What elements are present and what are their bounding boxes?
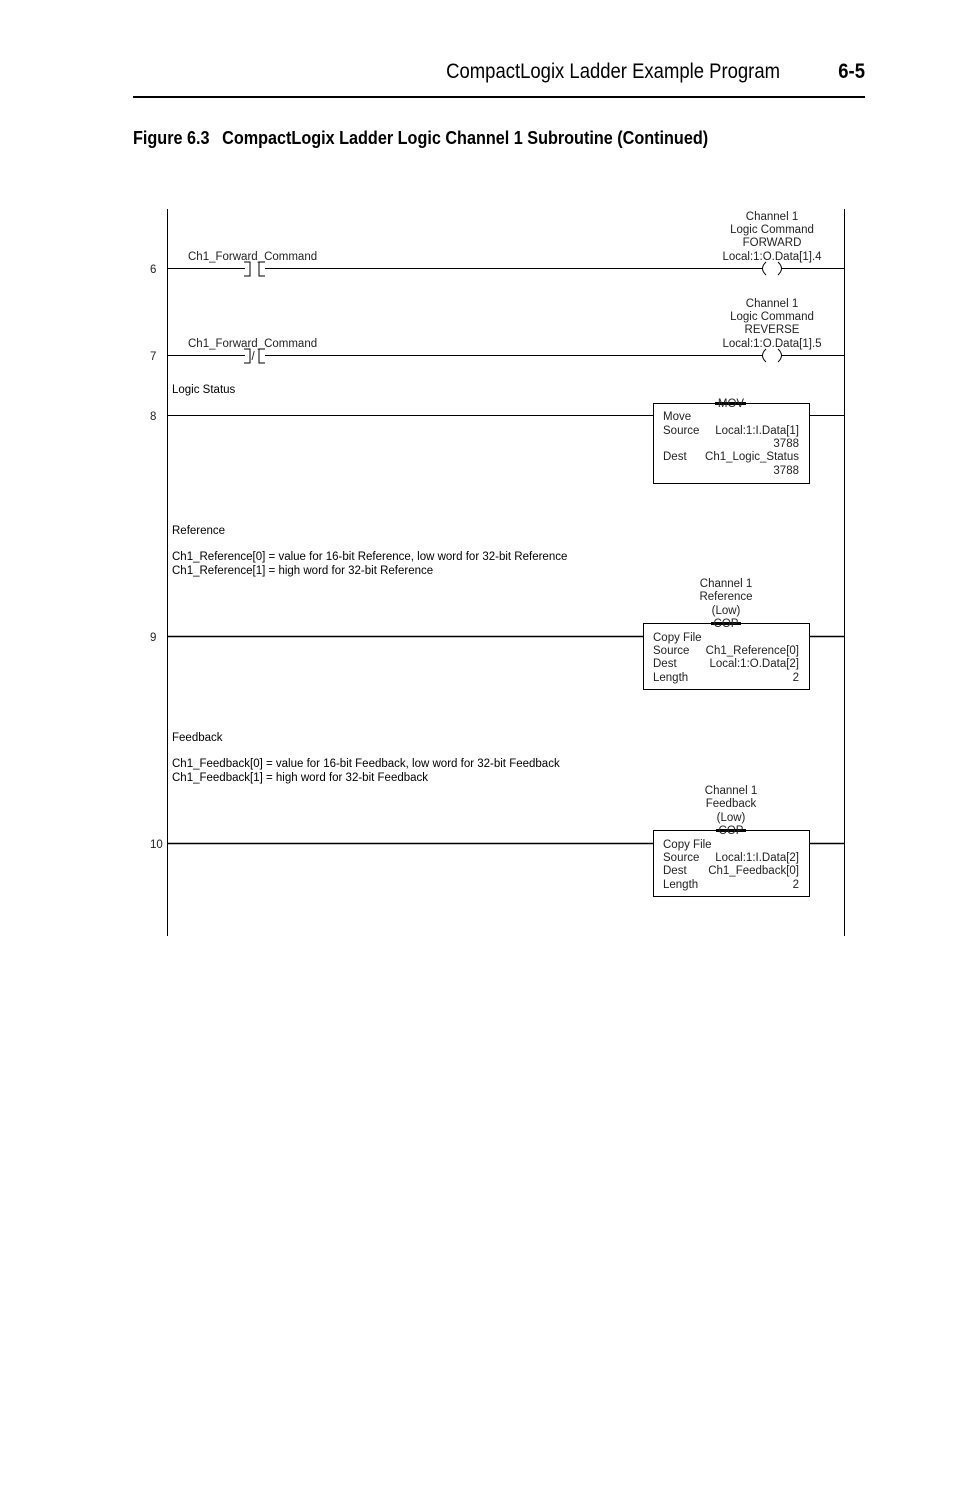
contact-tag: Ch1_Forward_Command [188, 338, 318, 350]
block-desc: Channel 1 [699, 578, 753, 590]
rung-10 [150, 732, 844, 897]
coil-desc: FORWARD [742, 237, 802, 249]
output-coil-icon [763, 262, 782, 275]
block-desc: Channel 1 [704, 785, 758, 797]
block-name: Copy File [663, 839, 712, 851]
dest-tag: Local:1:O.Data[2] [709, 658, 799, 670]
rung-number: 8 [150, 411, 157, 423]
dest-tag: Ch1_Logic_Status [705, 451, 799, 463]
source-label: Source [653, 645, 690, 657]
rung-comment: Logic Status [172, 384, 236, 396]
source-tag: Ch1_Reference[0] [705, 645, 799, 657]
coil-desc: REVERSE [744, 324, 800, 336]
block-name: Move [663, 411, 692, 423]
coil-desc: Logic Command [730, 224, 814, 236]
rung-9 [150, 525, 844, 690]
block-desc: (Low) [711, 605, 741, 617]
rung-comment-line: Ch1_Reference[0] = value for 16-bit Reference, low word for 32-bit Reference [172, 551, 568, 563]
coil-tag: Local:1:O.Data[1].5 [722, 338, 822, 350]
block-type: COP [718, 825, 744, 837]
dest-label: Dest [663, 451, 687, 463]
coil-desc: Channel 1 [745, 211, 799, 223]
source-value: 3788 [773, 438, 799, 450]
rung-comment: Reference [172, 525, 226, 537]
block-desc: Reference [699, 591, 753, 603]
length-value: 2 [792, 672, 799, 684]
length-label: Length [663, 879, 699, 891]
dest-label: Dest [663, 865, 687, 877]
rung-number: 6 [150, 264, 157, 276]
block-name: Copy File [653, 632, 702, 644]
rung-8 [150, 384, 844, 484]
rung-7 [150, 298, 844, 363]
rung-6 [150, 211, 844, 276]
source-label: Source [663, 852, 700, 864]
rung-number: 7 [150, 351, 157, 363]
dest-tag: Ch1_Feedback[0] [708, 865, 799, 877]
block-desc: (Low) [716, 812, 746, 824]
block-type: COP [713, 618, 739, 630]
xio-contact-icon [244, 349, 265, 363]
length-value: 2 [792, 879, 799, 891]
page-number: 6-5 [838, 60, 865, 83]
source-tag: Local:1:I.Data[2] [715, 852, 799, 864]
coil-desc: Channel 1 [745, 298, 799, 310]
coil-tag: Local:1:O.Data[1].4 [722, 251, 822, 263]
rung-comment-line: Ch1_Feedback[1] = high word for 32-bit Feedback [172, 772, 429, 784]
rung-comment-line: Ch1_Reference[1] = high word for 32-bit Reference [172, 565, 434, 577]
contact-tag: Ch1_Forward_Command [188, 251, 318, 263]
length-label: Length [653, 672, 689, 684]
rung-number: 10 [150, 839, 163, 851]
coil-desc: Logic Command [730, 311, 814, 323]
rung-number: 9 [150, 632, 157, 644]
rung-comment: Feedback [172, 732, 223, 744]
figure-title: CompactLogix Ladder Logic Channel 1 Subroutine (Continued) [222, 128, 709, 148]
xic-contact-icon [244, 262, 265, 276]
source-tag: Local:1:I.Data[1] [715, 425, 799, 437]
source-label: Source [663, 425, 700, 437]
figure-label: Figure 6.3 [133, 128, 210, 148]
output-coil-icon [763, 349, 782, 362]
xio-slash: / [251, 351, 255, 363]
dest-value: 3788 [773, 465, 799, 477]
block-type: MOV [717, 398, 745, 410]
rung-comment-line: Ch1_Feedback[0] = value for 16-bit Feedback, low word for 32-bit Feedback [172, 758, 560, 770]
running-header-title: CompactLogix Ladder Example Program [446, 60, 780, 83]
block-desc: Feedback [705, 798, 757, 810]
dest-label: Dest [653, 658, 677, 670]
